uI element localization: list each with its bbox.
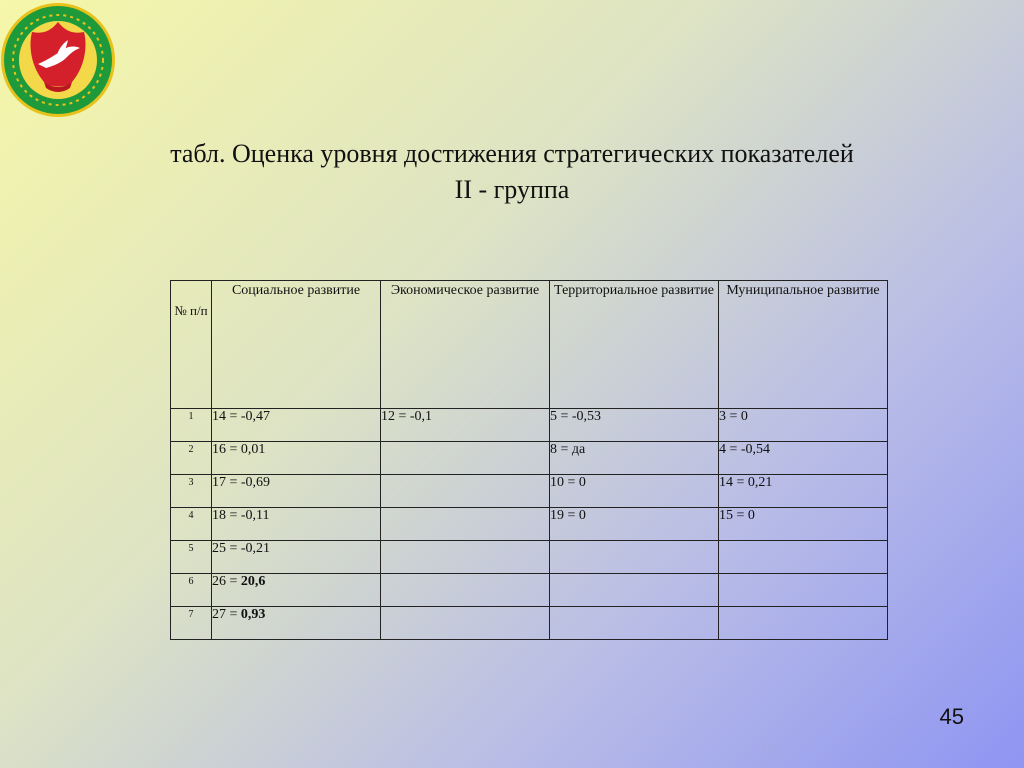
header-row — [171, 281, 888, 409]
table-row — [171, 409, 888, 442]
slide-title — [100, 136, 924, 208]
row-number: 3 — [171, 475, 212, 508]
table-row — [171, 475, 888, 508]
cell-municipal: 14 = 0,21 — [719, 475, 888, 508]
cell-economic — [381, 574, 550, 607]
table-row — [171, 508, 888, 541]
cell-social-prefix: 27 = — [212, 607, 241, 622]
cell-economic: 12 = -0,1 — [381, 409, 550, 442]
cell-social: 25 = -0,21 — [212, 541, 381, 574]
cell-social: 18 = -0,11 — [212, 508, 381, 541]
row-number: 6 — [171, 574, 212, 607]
table-row — [171, 574, 888, 607]
table-row — [171, 541, 888, 574]
cell-social: 16 = 0,01 — [212, 442, 381, 475]
cell-municipal: 4 = -0,54 — [719, 442, 888, 475]
cell-social-value: 0,93 — [240, 607, 266, 622]
cell-social — [212, 574, 381, 607]
cell-social: 14 = -0,47 — [212, 409, 381, 442]
row-number: 1 — [171, 409, 212, 442]
title-line-2: II - группа — [454, 175, 570, 204]
cell-territorial — [550, 574, 719, 607]
cell-economic — [381, 541, 550, 574]
cell-territorial: 19 = 0 — [550, 508, 719, 541]
cell-territorial: 5 = -0,53 — [550, 409, 719, 442]
title-line-1: табл. Оценка уровня достижения стратегических показателей — [170, 139, 854, 168]
header-municipal: Муниципальное развитие — [719, 281, 888, 409]
tulip-bird-emblem-icon — [0, 2, 120, 118]
table-row — [171, 607, 888, 640]
page-number: 45 — [939, 704, 964, 729]
cell-social-value: 20,6 — [240, 574, 266, 589]
row-number: 4 — [171, 508, 212, 541]
row-number: 5 — [171, 541, 212, 574]
cell-municipal — [719, 607, 888, 640]
cell-territorial: 8 = да — [550, 442, 719, 475]
header-economic: Экономическое развитие — [381, 281, 550, 409]
cell-economic — [381, 508, 550, 541]
cell-social — [212, 607, 381, 640]
cell-social-prefix: 26 = — [212, 574, 241, 589]
cell-economic — [381, 607, 550, 640]
cell-territorial: 10 = 0 — [550, 475, 719, 508]
cell-municipal: 15 = 0 — [719, 508, 888, 541]
header-num: № п/п — [171, 281, 212, 409]
cell-territorial — [550, 541, 719, 574]
cell-social: 17 = -0,69 — [212, 475, 381, 508]
row-number: 2 — [171, 442, 212, 475]
cell-economic — [381, 442, 550, 475]
header-social: Социальное развитие — [212, 281, 381, 409]
cell-municipal — [719, 541, 888, 574]
cell-territorial — [550, 607, 719, 640]
cell-municipal — [719, 574, 888, 607]
indicators-table — [170, 280, 888, 640]
row-number: 7 — [171, 607, 212, 640]
table-row — [171, 442, 888, 475]
footer-page-number: 45 — [760, 740, 776, 756]
cell-municipal: 3 = 0 — [719, 409, 888, 442]
header-territorial: Территориальное развитие — [550, 281, 719, 409]
cell-economic — [381, 475, 550, 508]
